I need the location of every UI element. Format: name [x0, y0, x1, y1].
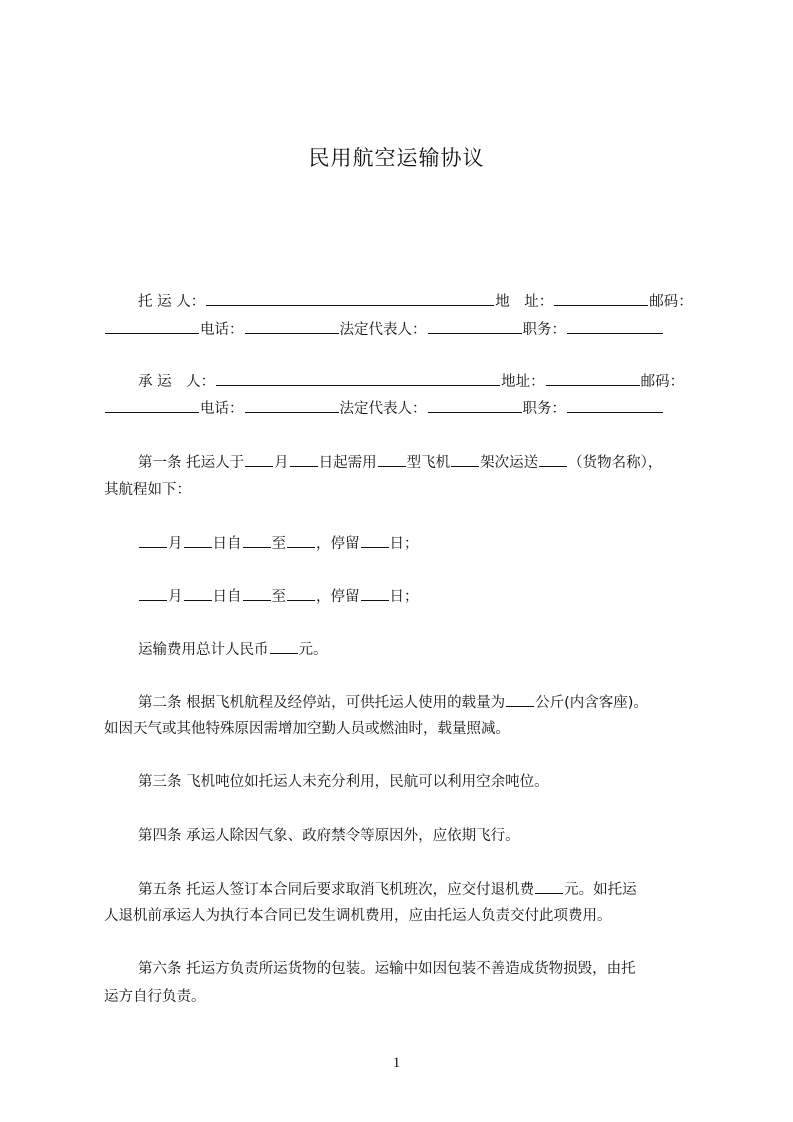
- article-1-line-1: [138, 452, 662, 473]
- route-2-from-label: 日自: [212, 589, 242, 605]
- carrier-address-label: 地址：: [501, 374, 545, 390]
- fee-line: [138, 639, 328, 660]
- article-3: 第三条 飞机吨位如托运人未充分利用，民航可以利用空余吨位。: [138, 774, 549, 790]
- shipper-postcode-label: 邮码：: [649, 294, 693, 310]
- route-2-month-blank[interactable]: [139, 586, 167, 601]
- article-6-line-1: 第六条 托运方负责所运货物的包装。运输中如因包装不善造成货物损毁，由托: [138, 961, 636, 977]
- carrier-position-label: 职务：: [522, 401, 566, 417]
- shipper-name-label: 托 运 人：: [138, 294, 206, 310]
- shipper-name-blank[interactable]: [206, 291, 494, 306]
- article-5-line-2: 人退机前承运人为执行本合同已发生调机费用，应由托运人负责交付此项费用。: [104, 908, 612, 924]
- route-1-from-label: 日自: [212, 536, 242, 552]
- shipper-legal-rep-blank[interactable]: [428, 319, 522, 334]
- route-1-day-blank[interactable]: [184, 533, 212, 548]
- carrier-postcode-blank[interactable]: [105, 398, 199, 413]
- shipper-line-1: [138, 291, 693, 312]
- article-2-line-1: [138, 692, 648, 713]
- article-1-flights-label: 架次运送: [480, 455, 539, 471]
- shipper-legal-rep-label: 法定代表人：: [339, 322, 427, 338]
- carrier-address-blank[interactable]: [546, 371, 640, 386]
- article-5-text: 第五条 托运人签订本合同后要求取消飞机班次，应交付退机费: [138, 882, 535, 898]
- fee-label: 运输费用总计人民币: [138, 642, 269, 658]
- article-1-day-label: 日起需用: [318, 455, 377, 471]
- shipper-postcode-blank[interactable]: [105, 319, 199, 334]
- route-2-day-end-label: 日；: [389, 589, 419, 605]
- shipper-position-label: 职务：: [522, 322, 566, 338]
- route-line-1: [138, 533, 419, 554]
- shipper-address-label: 地 址：: [495, 294, 554, 310]
- carrier-postcode-label: 邮码：: [640, 374, 685, 390]
- route-1-day-end-label: 日；: [389, 536, 419, 552]
- route-2-to-label: 至: [271, 589, 286, 605]
- article-1-day-blank[interactable]: [290, 452, 318, 467]
- carrier-name-label: 承 运 人：: [138, 374, 216, 390]
- shipper-position-blank[interactable]: [567, 319, 663, 334]
- shipper-address-blank[interactable]: [554, 291, 648, 306]
- route-1-to-label: 至: [271, 536, 286, 552]
- article-1-month-label: 月: [274, 455, 289, 471]
- article-1-goods-blank[interactable]: [539, 452, 567, 467]
- carrier-line-2: [104, 398, 664, 419]
- route-line-2: [138, 586, 419, 607]
- article-5-line-1: [138, 879, 637, 900]
- carrier-line-1: [138, 371, 684, 392]
- route-2-stay-blank[interactable]: [361, 586, 389, 601]
- shipper-line-2: [104, 319, 664, 340]
- document-title: 民用航空运输协议: [308, 146, 485, 170]
- route-1-destination-blank[interactable]: [287, 533, 315, 548]
- article-1-text: 第一条 托运人于: [138, 455, 245, 471]
- article-1-aircraft-type-blank[interactable]: [378, 452, 406, 467]
- article-4: 第四条 承运人除因气象、政府禁令等原因外，应依期飞行。: [138, 828, 520, 844]
- article-5-fee-blank[interactable]: [535, 879, 563, 894]
- article-1-flights-blank[interactable]: [451, 452, 479, 467]
- article-6-line-2: 运方自行负责。: [104, 989, 206, 1005]
- fee-unit-label: 元。: [298, 642, 328, 658]
- carrier-legal-rep-label: 法定代表人：: [339, 401, 427, 417]
- article-1-goods-label: （货物名称），: [568, 455, 663, 471]
- route-1-origin-blank[interactable]: [243, 533, 271, 548]
- article-2-line-2: 如因天气或其他特殊原因需增加空勤人员或燃油时，载量照减。: [104, 721, 510, 737]
- route-1-stay-blank[interactable]: [361, 533, 389, 548]
- article-1-aircraft-label: 型飞机: [406, 455, 451, 471]
- route-2-destination-blank[interactable]: [287, 586, 315, 601]
- route-1-month-blank[interactable]: [139, 533, 167, 548]
- article-2-text: 第二条 根据飞机航程及经停站，可供托运人使用的载量为: [138, 695, 506, 711]
- route-2-stay-label: ，停留: [316, 589, 360, 605]
- shipper-phone-blank[interactable]: [245, 319, 339, 334]
- carrier-phone-label: 电话：: [200, 401, 244, 417]
- carrier-phone-blank[interactable]: [245, 398, 339, 413]
- route-2-month-label: 月: [168, 589, 183, 605]
- carrier-legal-rep-blank[interactable]: [428, 398, 522, 413]
- shipper-phone-label: 电话：: [200, 322, 244, 338]
- fee-amount-blank[interactable]: [270, 639, 298, 654]
- article-5-text-tail: 元。如托运: [564, 882, 637, 898]
- carrier-position-blank[interactable]: [567, 398, 663, 413]
- route-2-origin-blank[interactable]: [243, 586, 271, 601]
- article-1-line-2: 其航程如下：: [104, 482, 191, 498]
- carrier-name-blank[interactable]: [216, 371, 500, 386]
- route-1-stay-label: ，停留: [316, 536, 360, 552]
- route-1-month-label: 月: [168, 536, 183, 552]
- article-2-load-blank[interactable]: [506, 692, 534, 707]
- page-number: 1: [392, 1055, 401, 1071]
- route-2-day-blank[interactable]: [184, 586, 212, 601]
- article-2-unit-label: 公斤(内含客座)。: [535, 695, 648, 711]
- article-1-month-blank[interactable]: [245, 452, 273, 467]
